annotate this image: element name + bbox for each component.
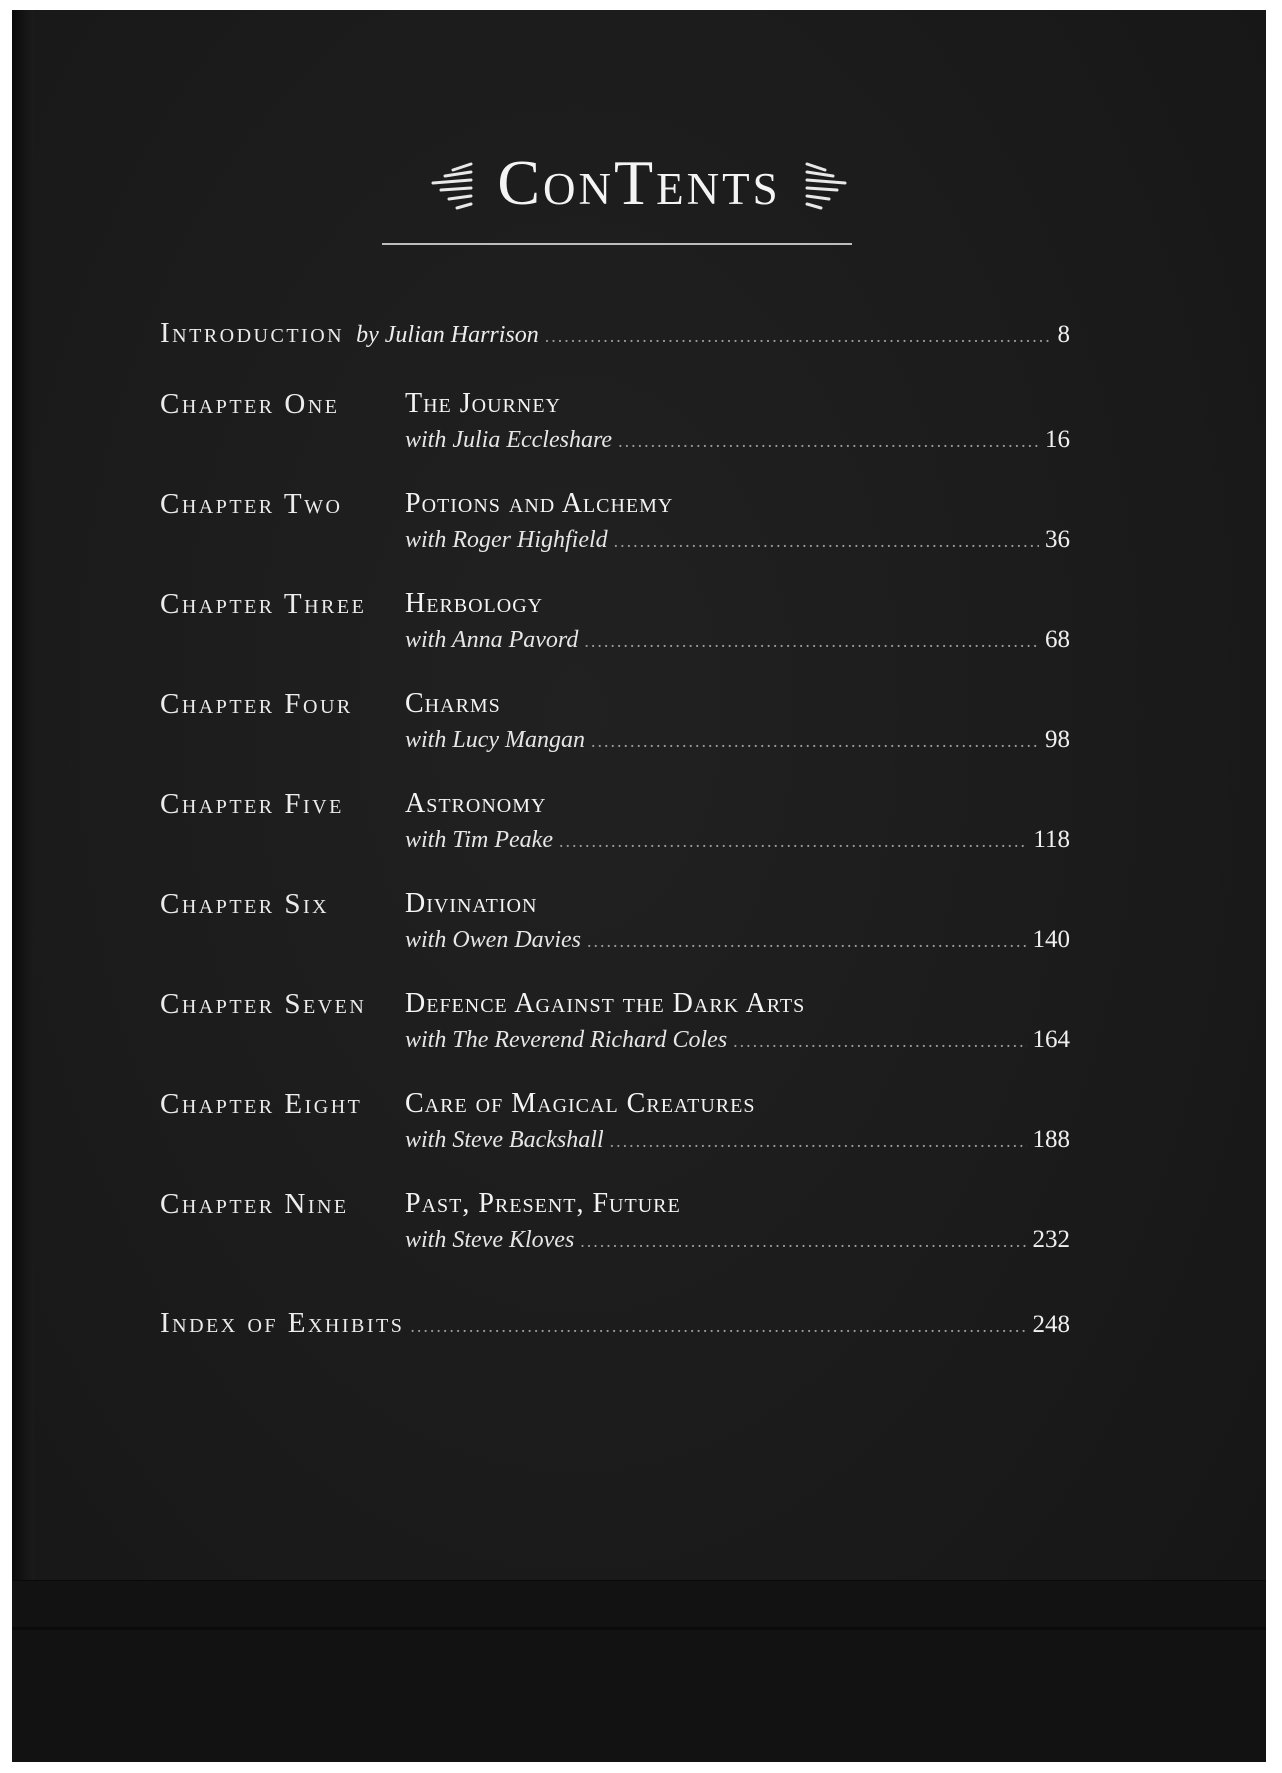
chapter-9-entry[interactable] <box>405 1226 1070 1254</box>
contents-heading <box>12 146 1266 220</box>
right-flourish-icon <box>805 156 865 210</box>
chapter-3-title[interactable]: Herbology <box>405 588 544 619</box>
toc-introduction[interactable] <box>160 317 1070 350</box>
chapter-8-entry[interactable] <box>405 1126 1070 1154</box>
chapter-3-author: with Anna Pavord <box>405 627 579 653</box>
left-flourish-icon <box>413 156 473 210</box>
chapter-2-title[interactable]: Potions and Alchemy <box>405 488 674 519</box>
page-spine-shadow <box>12 10 34 1762</box>
introduction-label: Introduction <box>160 317 345 349</box>
leader-dots <box>733 1031 1026 1052</box>
chapter-8-page: 188 <box>1032 1126 1070 1153</box>
page-title: ConTents <box>497 147 781 218</box>
chapter-7-title[interactable]: Defence Against the Dark Arts <box>405 988 806 1019</box>
chapter-9-label: Chapter Nine <box>160 1188 349 1220</box>
chapter-1-entry[interactable] <box>405 426 1070 454</box>
chapter-3-label: Chapter Three <box>160 588 367 620</box>
chapter-7-label: Chapter Seven <box>160 988 367 1020</box>
chapter-6-author: with Owen Davies <box>405 927 581 953</box>
index-page: 248 <box>1032 1311 1070 1338</box>
chapter-4-author: with Lucy Mangan <box>405 727 585 753</box>
leader-dots <box>410 1316 1026 1337</box>
chapter-4-title[interactable]: Charms <box>405 688 501 719</box>
page-bottom-edge <box>12 1580 1266 1762</box>
chapter-4-label: Chapter Four <box>160 688 353 720</box>
chapter-9-page: 232 <box>1032 1226 1070 1253</box>
chapter-6-title[interactable]: Divination <box>405 888 538 919</box>
toc-index[interactable] <box>160 1307 1070 1340</box>
chapter-4-entry[interactable] <box>405 726 1070 754</box>
leader-dots <box>580 1231 1026 1252</box>
chapter-1-label: Chapter One <box>160 388 340 420</box>
chapter-6-label: Chapter Six <box>160 888 330 920</box>
chapter-7-author: with The Reverend Richard Coles <box>405 1027 728 1053</box>
leader-dots <box>587 931 1027 952</box>
chapter-3-page: 68 <box>1045 626 1070 653</box>
chapter-2-page: 36 <box>1045 526 1070 553</box>
leader-dots <box>559 831 1027 852</box>
index-label: Index of Exhibits <box>160 1307 405 1339</box>
chapter-8-label: Chapter Eight <box>160 1088 363 1120</box>
chapter-5-entry[interactable] <box>405 826 1070 854</box>
chapter-2-author: with Roger Highfield <box>405 527 608 553</box>
chapter-1-author: with Julia Eccleshare <box>405 427 613 453</box>
chapter-1-page: 16 <box>1045 426 1070 453</box>
chapter-8-author: with Steve Backshall <box>405 1127 604 1153</box>
chapter-5-title[interactable]: Astronomy <box>405 788 547 819</box>
introduction-page: 8 <box>1057 321 1070 348</box>
chapter-8-title[interactable]: Care of Magical Creatures <box>405 1088 756 1119</box>
chapter-2-entry[interactable] <box>405 526 1070 554</box>
chapter-3-entry[interactable] <box>405 626 1070 654</box>
chapter-7-entry[interactable] <box>405 1026 1070 1054</box>
chapter-1-title[interactable]: The Journey <box>405 388 561 419</box>
chapter-5-author: with Tim Peake <box>405 827 553 853</box>
chapter-6-page: 140 <box>1032 926 1070 953</box>
chapter-5-page: 118 <box>1033 826 1070 853</box>
leader-dots <box>614 531 1039 552</box>
chapter-9-title[interactable]: Past, Present, Future <box>405 1188 681 1219</box>
chapter-9-author: with Steve Kloves <box>405 1227 575 1253</box>
chapter-4-page: 98 <box>1045 726 1070 753</box>
chapter-7-page: 164 <box>1032 1026 1070 1053</box>
leader-dots <box>545 326 1052 347</box>
leader-dots <box>610 1131 1027 1152</box>
leader-dots <box>591 731 1039 752</box>
chapter-6-entry[interactable] <box>405 926 1070 954</box>
chapter-2-label: Chapter Two <box>160 488 343 520</box>
book-page <box>12 10 1266 1762</box>
chapter-5-label: Chapter Five <box>160 788 344 820</box>
title-divider <box>382 243 852 245</box>
introduction-author: by Julian Harrison <box>356 322 539 348</box>
leader-dots <box>618 431 1039 452</box>
leader-dots <box>584 631 1039 652</box>
